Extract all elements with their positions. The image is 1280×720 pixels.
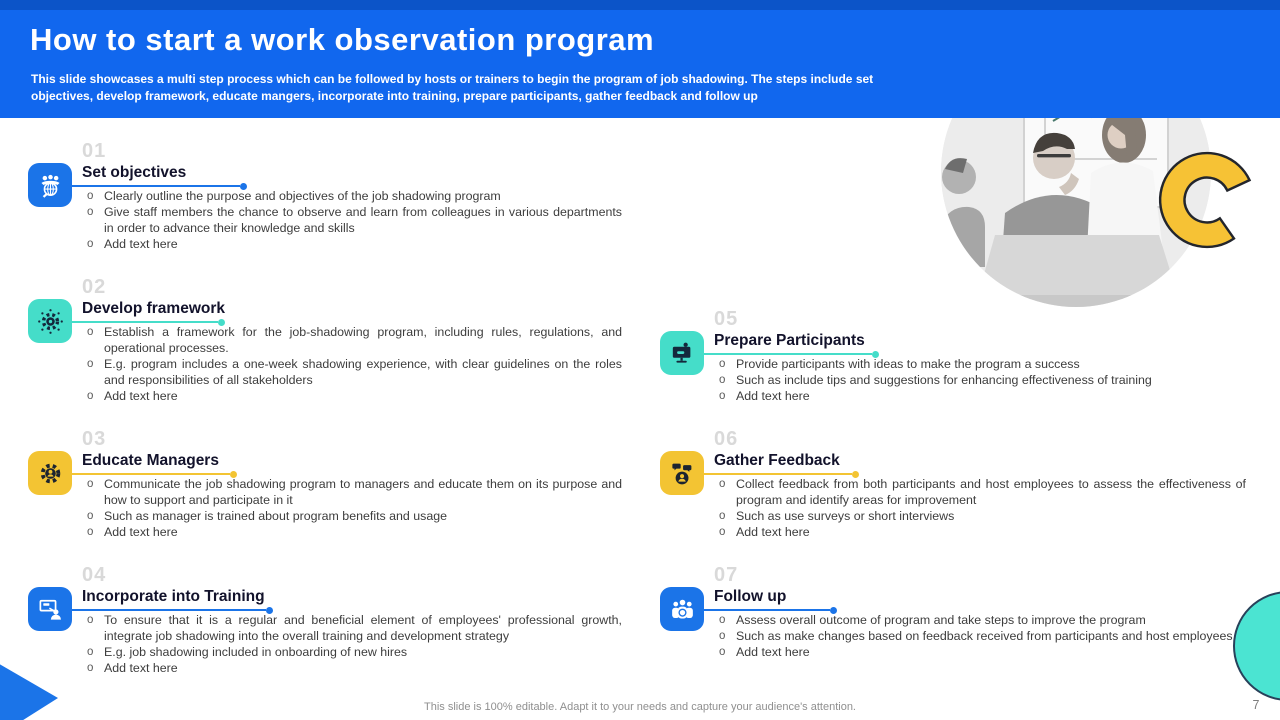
- bullet-item: o Give staff members the chance to observe and learn from colleagues in various departments in order to advance their knowledge and skills: [87, 205, 622, 235]
- team-circle-icon: [660, 587, 704, 631]
- trainer-board-icon: [28, 587, 72, 631]
- bullet-item: o Add text here: [87, 237, 178, 251]
- header-banner: [0, 0, 1280, 118]
- screen-presenter-icon: [660, 331, 704, 375]
- bullet-item: o Provide participants with ideas to make the program a success: [719, 357, 1080, 371]
- bullet-item: o Communicate the job shadowing program to managers and educate them on its purpose and how to support and participate in it: [87, 477, 622, 507]
- page-subtitle: This slide showcases a multi step process which can be followed by hosts or trainers to begin the program of job shadowing. The steps include set objectives, develop framework, educate mangers, incorporate into training, prepare participants, gather feedback and follow up: [31, 72, 874, 103]
- step-bullet-list: [714, 476, 1252, 540]
- step-bullet-list: [714, 356, 1252, 404]
- step-number: 06: [714, 428, 739, 450]
- bullet-item: o Such as make changes based on feedback received from participants and host employees: [719, 629, 1233, 643]
- step-title: Prepare Participants: [714, 332, 865, 349]
- step-title: Gather Feedback: [714, 452, 840, 469]
- step-number: 02: [82, 276, 107, 298]
- bullet-item: o Such as include tips and suggestions for enhancing effectiveness of training: [719, 373, 1152, 387]
- step-title: Set objectives: [82, 164, 187, 181]
- bullet-item: o Establish a framework for the job-shadowing program, including rules, regulations, and operational processes.: [87, 325, 622, 355]
- bullet-item: o Such as manager is trained about program benefits and usage: [87, 509, 448, 523]
- step-number: 01: [82, 140, 107, 162]
- step-bullet-list: [82, 188, 628, 252]
- bullet-item: o Such as use surveys or short interviews: [719, 509, 955, 523]
- yellow-c-shape: [1156, 148, 1258, 252]
- banner-top-strip: [0, 0, 1280, 10]
- step-bullet-list: [82, 476, 628, 540]
- bullet-item: o Add text here: [719, 645, 810, 659]
- step-number: 05: [714, 308, 739, 330]
- bullet-item: o Assess overall outcome of program and take steps to improve the program: [719, 613, 1146, 627]
- bullet-item: o Collect feedback from both participants and host employees to assess the effectiveness of program and identify areas for improvement: [719, 477, 1246, 507]
- step-connector-line: [700, 353, 872, 355]
- bullet-item: o Add text here: [87, 525, 178, 539]
- step-title: Develop framework: [82, 300, 225, 317]
- step-bullet-list: [82, 612, 628, 676]
- step-bullet-list: [82, 324, 628, 404]
- step-bullet-list: [714, 612, 1252, 660]
- feedback-chat-icon: [660, 451, 704, 495]
- bullet-item: o To ensure that it is a regular and beneficial element of employees' professional growth, integrate job shadowing into the overall training and development strategy: [87, 613, 622, 643]
- gear-network-icon: [28, 299, 72, 343]
- step-connector-line: [68, 185, 240, 187]
- bullet-item: o E.g. job shadowing included in onboarding of new hires: [87, 645, 408, 659]
- step-number: 03: [82, 428, 107, 450]
- bullet-item: o Add text here: [719, 389, 810, 403]
- teal-circle-shape: [1233, 591, 1280, 701]
- bullet-item: o Clearly outline the purpose and objectives of the job shadowing program: [87, 189, 501, 203]
- gear-person-icon: [28, 451, 72, 495]
- step-connector-line: [700, 609, 830, 611]
- step-connector-line: [68, 321, 218, 323]
- step-number: 07: [714, 564, 739, 586]
- bullet-item: o Add text here: [87, 661, 178, 675]
- bullet-item: o Add text here: [719, 525, 810, 539]
- step-number: 04: [82, 564, 107, 586]
- page-title: How to start a work observation program: [30, 22, 655, 57]
- step-title: Educate Managers: [82, 452, 219, 469]
- bullet-item: o E.g. program includes a one-week shadowing experience, with clear guidelines on the roles and responsibilities of all stakeholders: [87, 357, 622, 387]
- page-number: 7: [1252, 698, 1260, 712]
- step-connector-line: [68, 473, 230, 475]
- step-title: Follow up: [714, 588, 787, 605]
- bullet-item: o Add text here: [87, 389, 178, 403]
- team-globe-icon: [28, 163, 72, 207]
- step-title: Incorporate into Training: [82, 588, 265, 605]
- step-connector-line: [700, 473, 852, 475]
- footer-note: This slide is 100% editable. Adapt it to your needs and capture your audience's attention.: [424, 701, 856, 713]
- step-connector-line: [68, 609, 266, 611]
